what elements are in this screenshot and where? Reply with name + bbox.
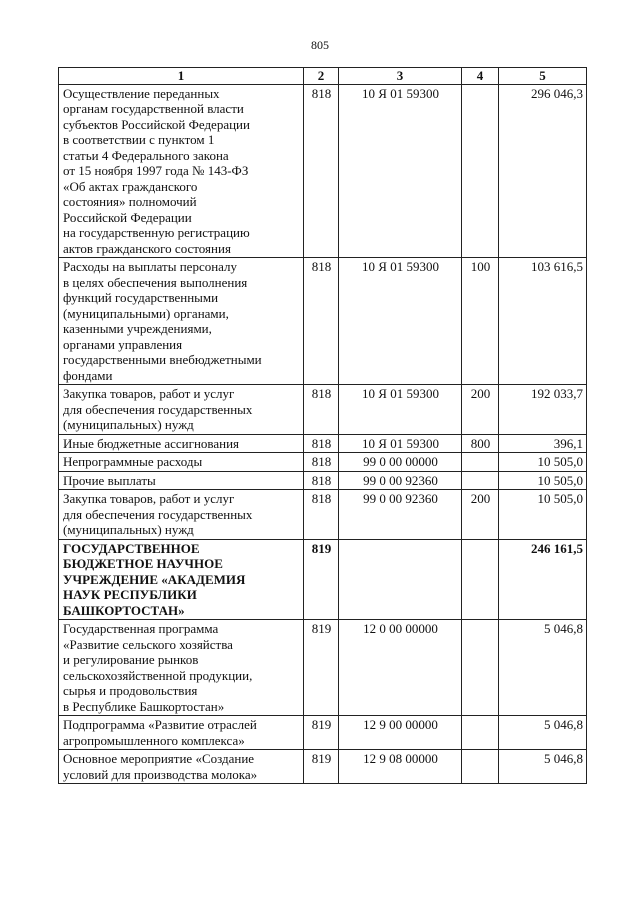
row-target-article: 12 9 08 00000 [339, 750, 462, 784]
table-row [59, 84, 587, 258]
row-target-article: 99 0 00 92360 [339, 471, 462, 490]
row-expense-type [462, 471, 499, 490]
budget-table [58, 67, 587, 784]
table-row [59, 385, 587, 435]
row-amount: 10 505,0 [499, 471, 587, 490]
row-department-code: 818 [304, 453, 339, 472]
row-target-article: 12 9 00 00000 [339, 716, 462, 750]
row-name: Государственная программа «Развитие сельского хозяйства и регулирование рынков сельскохозяйственной продукции, сырья и продовольствия в Республике Башкортостан» [59, 620, 304, 716]
row-target-article: 10 Я 01 59300 [339, 84, 462, 258]
row-amount: 296 046,3 [499, 84, 587, 258]
table-row [59, 620, 587, 716]
row-expense-type: 200 [462, 385, 499, 435]
row-amount: 103 616,5 [499, 258, 587, 385]
row-department-code: 818 [304, 490, 339, 540]
table-row [59, 539, 587, 620]
table-row [59, 258, 587, 385]
row-amount: 5 046,8 [499, 716, 587, 750]
column-header-3: 3 [339, 68, 462, 85]
row-department-code: 819 [304, 750, 339, 784]
row-department-code: 819 [304, 620, 339, 716]
row-name: Закупка товаров, работ и услуг для обеспечения государственных (муниципальных) нужд [59, 490, 304, 540]
row-name: Закупка товаров, работ и услуг для обеспечения государственных (муниципальных) нужд [59, 385, 304, 435]
page-number: 805 [311, 38, 329, 52]
row-expense-type [462, 716, 499, 750]
row-amount: 5 046,8 [499, 750, 587, 784]
row-target-article: 12 0 00 00000 [339, 620, 462, 716]
table-row [59, 453, 587, 472]
row-target-article: 10 Я 01 59300 [339, 385, 462, 435]
row-amount: 192 033,7 [499, 385, 587, 435]
row-name: Непрограммные расходы [59, 453, 304, 472]
row-target-article: 99 0 00 00000 [339, 453, 462, 472]
table-header-row [59, 68, 587, 85]
row-name: Расходы на выплаты персоналу в целях обеспечения выполнения функций государственными (муниципальными) органами, казенными учреждениями, органами управления государственными внебюджетными фондами [59, 258, 304, 385]
table-row [59, 434, 587, 453]
row-expense-type: 200 [462, 490, 499, 540]
row-department-code: 819 [304, 539, 339, 620]
row-department-code: 819 [304, 716, 339, 750]
row-department-code: 818 [304, 84, 339, 258]
row-target-article: 10 Я 01 59300 [339, 258, 462, 385]
row-department-code: 818 [304, 434, 339, 453]
row-amount: 10 505,0 [499, 453, 587, 472]
table-row [59, 716, 587, 750]
column-header-1: 1 [59, 68, 304, 85]
row-expense-type: 100 [462, 258, 499, 385]
row-amount: 246 161,5 [499, 539, 587, 620]
row-target-article: 99 0 00 92360 [339, 490, 462, 540]
row-expense-type [462, 620, 499, 716]
row-department-code: 818 [304, 258, 339, 385]
table-row [59, 490, 587, 540]
row-amount: 5 046,8 [499, 620, 587, 716]
row-name: Подпрограмма «Развитие отраслей агропромышленного комплекса» [59, 716, 304, 750]
row-name: Осуществление переданных органам государственной власти субъектов Российской Федерации в соответствии с пунктом 1 статьи 4 Федерального закона от 15 ноября 1997 года № 143-ФЗ «Об актах гражданского состояния» полномочий Российской Федерации на государственную регистрацию актов гражданского состояния [59, 84, 304, 258]
column-header-4: 4 [462, 68, 499, 85]
row-target-article [339, 539, 462, 620]
row-amount: 396,1 [499, 434, 587, 453]
row-expense-type [462, 750, 499, 784]
row-name: ГОСУДАРСТВЕННОЕ БЮДЖЕТНОЕ НАУЧНОЕ УЧРЕЖДЕНИЕ «АКАДЕМИЯ НАУК РЕСПУБЛИКИ БАШКОРТОСТАН» [59, 539, 304, 620]
row-name: Основное мероприятие «Создание условий для производства молока» [59, 750, 304, 784]
row-expense-type [462, 84, 499, 258]
table-row [59, 750, 587, 784]
row-department-code: 818 [304, 385, 339, 435]
row-name: Прочие выплаты [59, 471, 304, 490]
row-target-article: 10 Я 01 59300 [339, 434, 462, 453]
row-amount: 10 505,0 [499, 490, 587, 540]
table-body [59, 84, 587, 784]
column-header-2: 2 [304, 68, 339, 85]
table-row [59, 471, 587, 490]
column-header-5: 5 [499, 68, 587, 85]
row-expense-type [462, 453, 499, 472]
row-name: Иные бюджетные ассигнования [59, 434, 304, 453]
row-expense-type: 800 [462, 434, 499, 453]
row-expense-type [462, 539, 499, 620]
row-department-code: 818 [304, 471, 339, 490]
